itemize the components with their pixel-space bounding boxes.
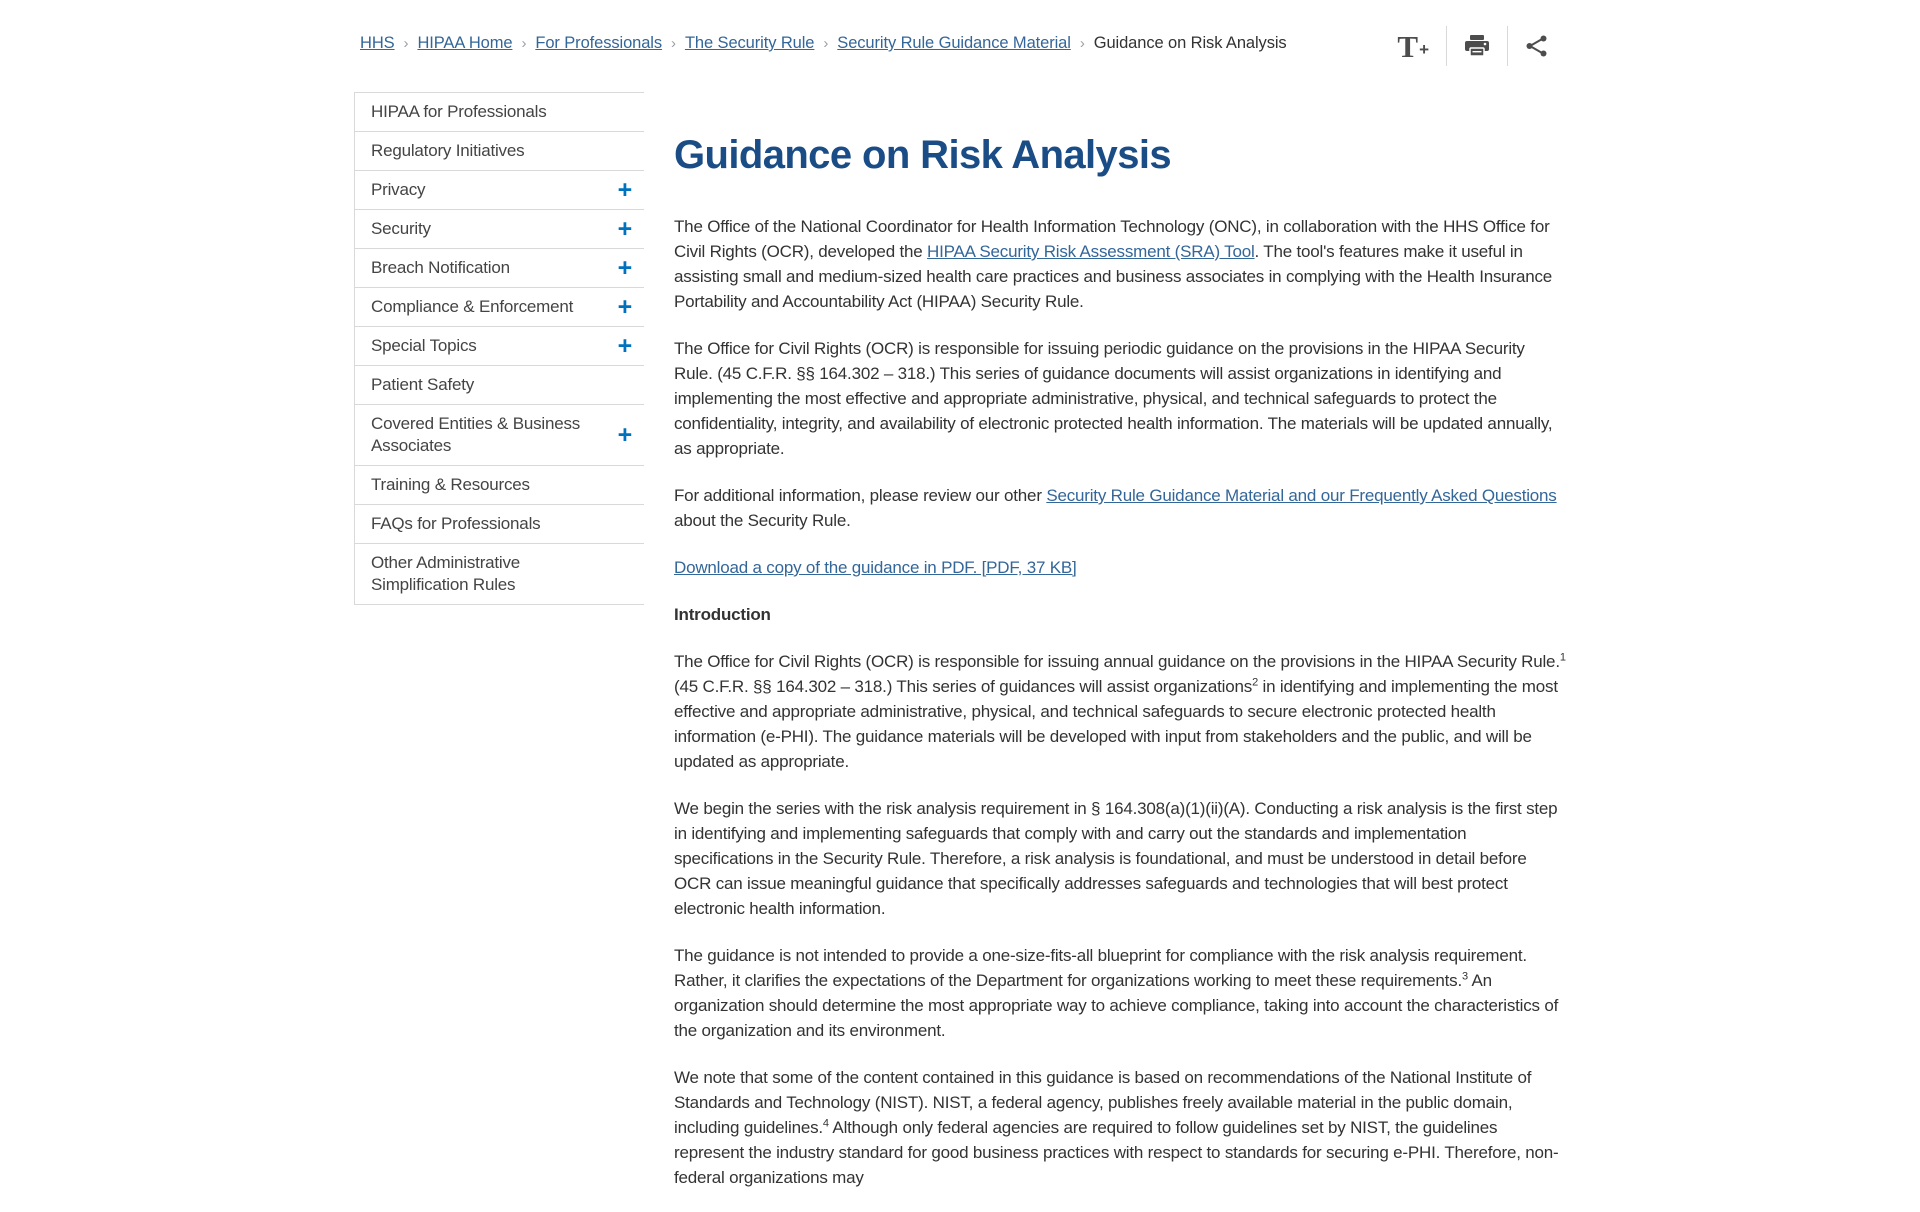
breadcrumb-separator-icon: › xyxy=(823,35,829,52)
page-container xyxy=(354,0,1566,1212)
breadcrumb-separator-icon: › xyxy=(403,35,409,52)
sidebar-item-label: Training & Resources xyxy=(371,475,530,494)
paragraph-risk-analysis-requirement: We begin the series with the risk analysis requirement in § 164.308(a)(1)(ii)(A). Conducting a risk analysis is the first step in identifying and implementing safeguards that comply with and carry out the standards and implementation specifications in the Security Rule. Therefore, a risk analysis is foundational, and must be understood in detail before OCR can issue meaningful guidance that specifically addresses safeguards and technologies that will best protect electronic health information. xyxy=(674,799,1558,918)
breadcrumb-current: Guidance on Risk Analysis xyxy=(1093,34,1287,52)
paragraph-additional-info: For additional information, please review our other Security Rule Guidance Material and our Frequently Asked Questions about the Security Rule. xyxy=(674,486,1557,530)
expand-plus-icon[interactable]: + xyxy=(617,421,632,449)
sidebar-item-label: Patient Safety xyxy=(371,375,475,394)
breadcrumb-link[interactable]: HIPAA Home xyxy=(417,34,513,52)
sidebar-item-label: Security xyxy=(371,219,431,238)
sidebar-item-label: Privacy xyxy=(371,180,426,199)
share-icon xyxy=(1525,34,1549,58)
sidebar-item[interactable] xyxy=(355,366,644,405)
sidebar-nav xyxy=(354,92,644,605)
article-body xyxy=(674,214,1566,1190)
text-size-button[interactable] xyxy=(1380,24,1446,68)
sidebar-item[interactable] xyxy=(355,544,644,605)
sidebar-item[interactable] xyxy=(355,466,644,505)
breadcrumb-link[interactable]: For Professionals xyxy=(535,34,663,52)
sidebar-item[interactable] xyxy=(355,405,644,466)
inline-link[interactable]: Download a copy of the guidance in PDF. [PDF, 37 KB] xyxy=(674,558,1077,577)
sidebar-item-label: FAQs for Professionals xyxy=(371,514,541,533)
footnote-ref: 2 xyxy=(1252,676,1258,689)
inline-link[interactable]: HIPAA Security Risk Assessment (SRA) Tool xyxy=(927,242,1255,261)
paragraph-ocr-periodic: The Office for Civil Rights (OCR) is responsible for issuing periodic guidance on the provisions in the HIPAA Security Rule. (45 C.F.R. §§ 164.302 – 318.) This series of guidance documents will assist organizations in identifying and implementing the most effective and appropriate administrative, physical, and technical safeguards to protect the confidentiality, integrity, and availability of electronic protected health information. The materials will be updated annually, as appropriate. xyxy=(674,339,1553,458)
content-columns xyxy=(354,92,1566,1212)
breadcrumb-link[interactable]: Security Rule Guidance Material xyxy=(837,34,1071,52)
paragraph-not-one-size: The guidance is not intended to provide a one-size-fits-all blueprint for compliance with the risk analysis requirement. Rather, it clarifies the expectations of the Department for organizations working to meet these requirements.$^3$ An organization should determine the most appropriate way to achieve compliance, taking into account the characteristics of the organization and its environment. xyxy=(674,946,1559,1040)
utility-toolbar xyxy=(1380,24,1566,68)
footnote-ref: 3 xyxy=(1462,970,1468,983)
paragraph-annual-guidance: The Office for Civil Rights (OCR) is responsible for issuing annual guidance on the provisions in the HIPAA Security Rule.$^1$ (45 C.F.R. §§ 164.302 – 318.) This series of guidances will assist organizations$^2$ in identifying and implementing the most effective and appropriate administrative, physical, and technical safeguards to secure electronic protected health information (e-PHI). The guidance materials will be developed with input from stakeholders and the public, and will be updated as appropriate. xyxy=(674,651,1566,771)
sidebar-item-label: Special Topics xyxy=(371,336,477,355)
breadcrumb-separator-icon: › xyxy=(1079,35,1085,52)
print-button[interactable] xyxy=(1447,24,1507,68)
sidebar-item[interactable] xyxy=(355,288,644,327)
sidebar-item-label: Covered Entities & Business Associates xyxy=(371,414,581,455)
article xyxy=(674,92,1566,1212)
expand-plus-icon[interactable]: + xyxy=(617,254,632,282)
footnote-ref: 4 xyxy=(822,1117,829,1130)
sidebar-item[interactable] xyxy=(355,327,644,366)
breadcrumb-separator-icon: › xyxy=(671,35,676,52)
expand-plus-icon[interactable]: + xyxy=(617,293,632,321)
download-pdf-paragraph xyxy=(674,555,1566,580)
sidebar-item[interactable] xyxy=(355,171,644,210)
sidebar-item-label: Other Administrative Simplification Rules xyxy=(371,553,521,594)
breadcrumb-link[interactable]: HHS xyxy=(360,34,395,52)
expand-plus-icon[interactable]: + xyxy=(617,215,632,243)
intro-paragraph-onc: The Office of the National Coordinator for Health Information Technology (ONC), in collaboration with the HHS Office for Civil Rights (OCR), developed the HIPAA Security Risk Assessment (SRA) Tool. The tool's features make it useful in assisting small and medium-sized health care practices and business associates in complying with the Health Insurance Portability and Accountability Act (HIPAA) Security Rule. xyxy=(674,217,1553,311)
footnote-ref: 1 xyxy=(1559,651,1566,664)
sidebar-item-label: Breach Notification xyxy=(371,258,510,277)
breadcrumb-separator-icon: › xyxy=(521,35,527,52)
sidebar-item[interactable] xyxy=(355,249,644,288)
print-icon xyxy=(1464,34,1490,58)
sidebar-item[interactable] xyxy=(355,93,644,132)
sidebar-item[interactable] xyxy=(355,210,644,249)
text-size-icon: T + xyxy=(1397,28,1429,64)
sidebar-item-label: Compliance & Enforcement xyxy=(371,297,574,316)
share-button[interactable] xyxy=(1508,24,1566,68)
paragraph-nist: We note that some of the content contained in this guidance is based on recommendations of the National Institute of Standards and Technology (NIST). NIST, a federal agency, publishes freely available material in the public domain, including guidelines.$^4$ Although only federal agencies are required to follow guidelines set by NIST, the guidelines represent the industry standard for good business practices with respect to standards for securing e-PHI. Therefore, non-federal organizations may xyxy=(674,1068,1559,1187)
inline-link[interactable]: Security Rule Guidance Material and our Frequently Asked Questions xyxy=(1046,486,1557,505)
sidebar-item[interactable] xyxy=(355,132,644,171)
bold-text: Introduction xyxy=(674,605,771,624)
top-bar xyxy=(354,30,1566,68)
breadcrumb-link[interactable]: The Security Rule xyxy=(684,34,815,52)
page-title: Guidance on Risk Analysis xyxy=(674,133,1172,177)
sidebar-item[interactable] xyxy=(355,505,644,544)
expand-plus-icon[interactable]: + xyxy=(617,332,632,360)
sidebar-item-label: Regulatory Initiatives xyxy=(371,141,525,160)
introduction-heading xyxy=(674,602,1566,627)
sidebar-item-label: HIPAA for Professionals xyxy=(371,102,547,121)
breadcrumb xyxy=(360,30,1287,57)
expand-plus-icon[interactable]: + xyxy=(617,176,632,204)
